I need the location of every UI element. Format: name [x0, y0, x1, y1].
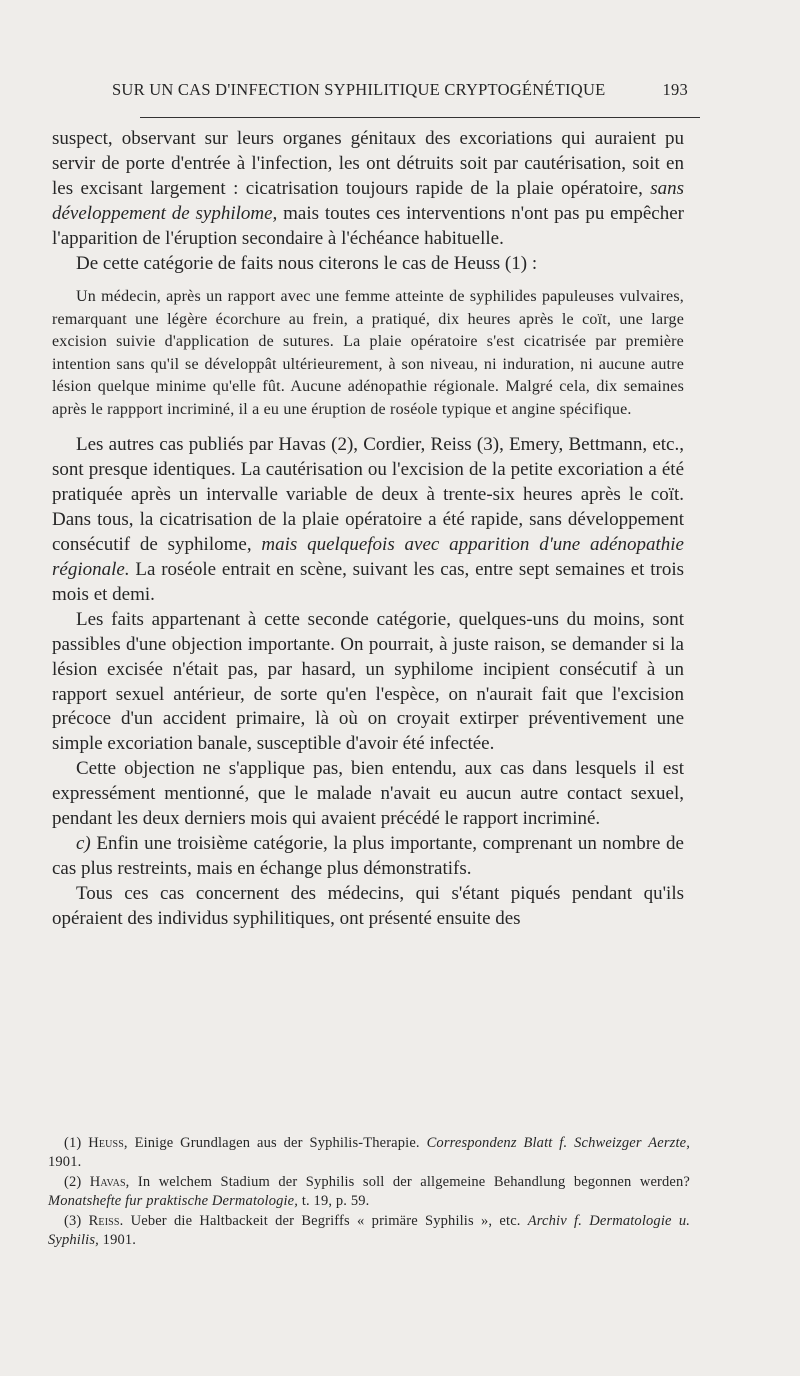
italic-phrase: mais quelquefois avec apparition d'une adénopathie régionale.	[52, 534, 684, 580]
paragraph-6: c) Enfin une troisième catégorie, la plus importante, comprenant un nombre de cas plus restreints, mais en échange plus démonstratifs.	[52, 832, 684, 879]
footnote-1: (1) Heuss, Einige Grundlagen aus der Syphilis-Therapie. Correspondenz Blatt f. Schweizger Aerzte, 1901.	[48, 1135, 690, 1171]
footnote-source: Monatshefte fur praktische Dermatologie,	[48, 1193, 299, 1210]
paragraph-7: Tous ces cas concernent des médecins, qui s'étant piqués pendant qu'ils opéraient des individus syphilitiques, ont présenté ensuite des	[52, 882, 684, 929]
footnote-2: (2) Havas, In welchem Stadium der Syphilis soll der allgemeine Behandlung begonnen werden? Monatshefte fur praktische Dermatologie, t. 19, p. 59.	[48, 1173, 690, 1210]
footnote-source: Correspondenz Blatt f. Schweizger Aerzte,	[426, 1135, 690, 1151]
quoted-case: Un médecin, après un rapport avec une femme atteinte de syphilides papuleuses vulvaires, remarquant une légère écorchure au frein, a pratiqué, dix heures après le coït, une large excision suivie d'application de sutures. La plaie opératoire s'est cicatrisée par première intention sans qu'il se développât ultérieurement, à son niveau, ni induration, ni aucune autre lésion quelque minime qu'elle fût. Aucune adénopathie régionale. Malgré cela, dix semaines après le rappport incriminé, il a eu une éruption de roséole typique et angine spécifique.	[52, 288, 684, 418]
paragraph-1: suspect, observant sur leurs organes génitaux des excoriations qui auraient pu servir de porte d'entrée à l'infection, les ont détruits soit par cautérisation, soit en les excisant largement : cicatrisation toujours rapide de la plaie opératoire, sans développement de syphilome, mais toutes ces interventions n'ont pas pu empêcher l'apparition de l'éruption secondaire à l'échéance habituelle.	[52, 128, 684, 249]
paragraph-3: Les autres cas publiés par Havas (2), Cordier, Reiss (3), Emery, Bettmann, etc., sont presque identiques. La cautérisation ou l'excision de la petite excoriation a été pratiquée après un intervalle variable de deux à trente-six heures après le coït. Dans tous, la cicatrisation de la plaie opératoire a été rapide, sans développement consécutif de syphilome, mais quelquefois avec apparition d'une adénopathie régionale. La roséole entrait en scène, suivant les cas, entre sept semaines et trois mois et demi.	[52, 434, 684, 605]
page-number: 193	[662, 80, 688, 99]
footnotes	[48, 1134, 690, 1250]
footnote-3: (3) Reiss. Ueber die Haltbackeit der Begriffs « primäre Syphilis », etc. Archiv f. Dermatologie u. Syphilis, 1901.	[48, 1212, 690, 1249]
running-header	[48, 80, 688, 106]
running-title: SUR UN CAS D'INFECTION SYPHILITIQUE CRYPTOGÉNÉTIQUE	[112, 80, 606, 99]
paragraph-4: Les faits appartenant à cette seconde catégorie, quelques-uns du moins, sont passibles d'une objection importante. On pourrait, à juste raison, se demander si la lésion excisée n'était pas, par hasard, un syphilome incipient consécutif à un rapport sexuel antérieur, de sorte qu'en l'espèce, on n'aurait fait que l'excision précoce d'un accident primaire, là où on croyait extirper préventivement une simple excoriation banale, susceptible d'avoir été infectée.	[52, 608, 684, 755]
paragraph-5: Cette objection ne s'applique pas, bien entendu, aux cas dans lesquels il est expressément mentionné, que le malade n'avait eu aucun autre contact sexuel, pendant les deux derniers mois qui avaient précédé le rapport incriminé.	[52, 758, 684, 830]
footnote-author: Heuss	[88, 1135, 124, 1151]
body-text	[52, 127, 684, 932]
list-letter: c)	[76, 832, 91, 854]
footnote-author: Reiss	[88, 1212, 120, 1229]
italic-phrase: sans développement de syphilome,	[52, 177, 684, 224]
footnote-source: Archiv f. Dermatologie u. Syphilis,	[48, 1212, 690, 1249]
header-rule	[140, 117, 700, 118]
footnote-author: Havas	[89, 1173, 126, 1190]
paragraph-2: De cette catégorie de faits nous citerons le cas de Heuss (1) :	[76, 252, 538, 274]
